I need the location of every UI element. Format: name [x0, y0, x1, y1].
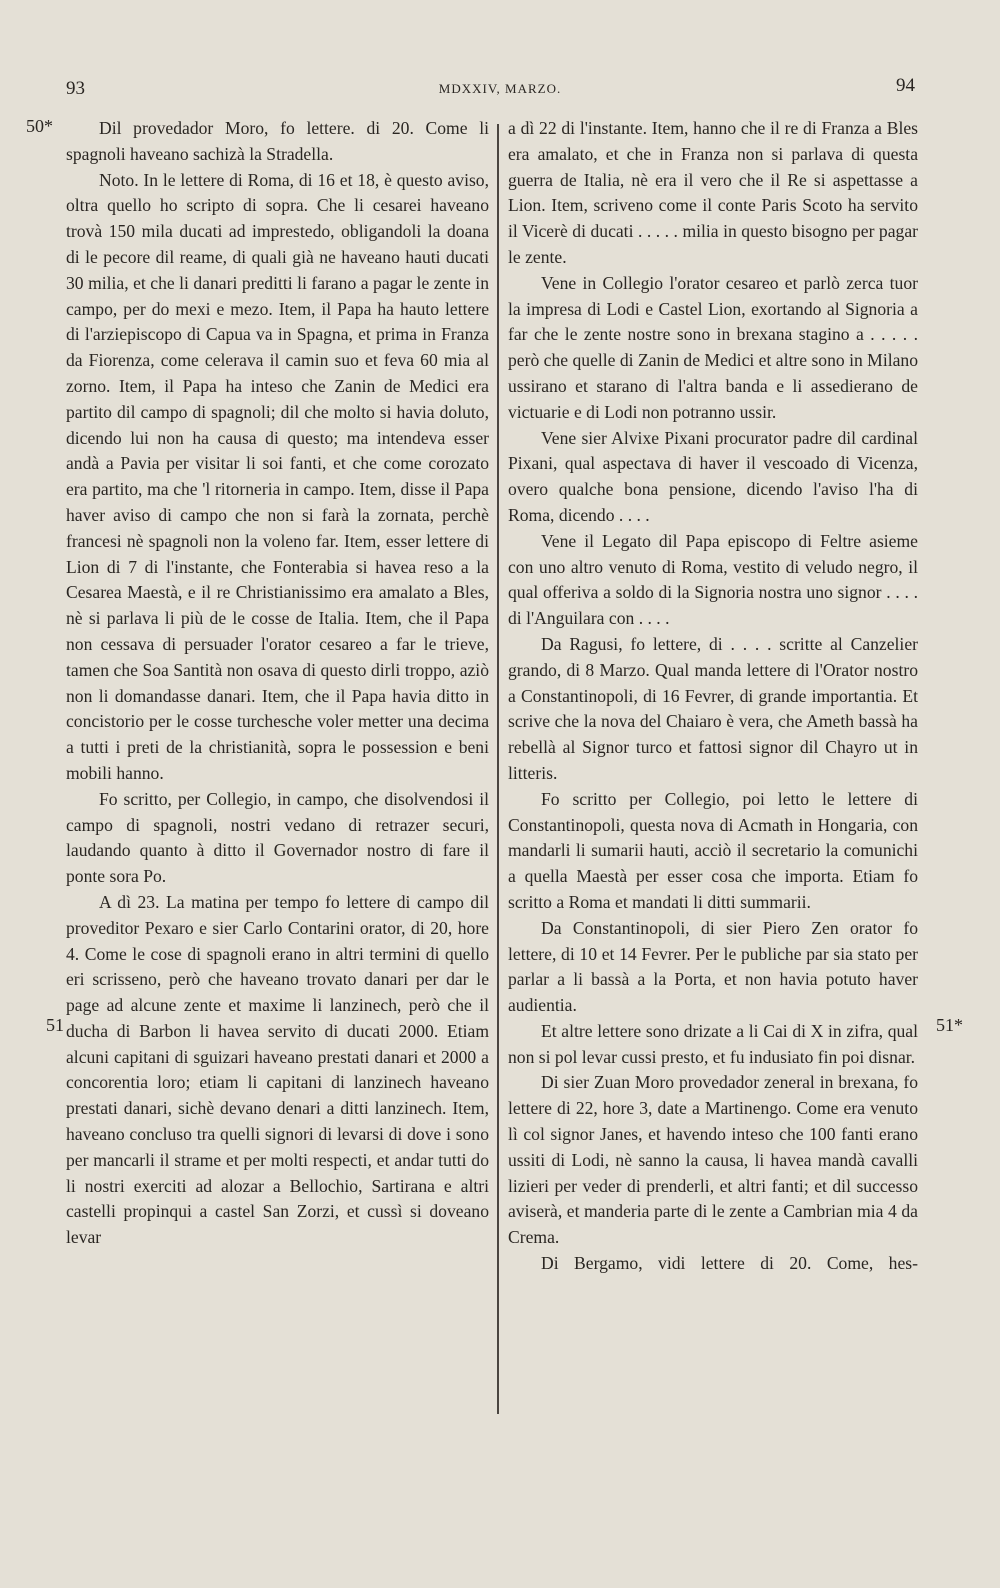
page-number-left: 93 [66, 78, 85, 99]
paragraph: Et altre lettere sono drizate a li Cai di X in zifra, qual non si pol levar cussi presto, et fu indusiato fin poi disnar. [508, 1020, 918, 1067]
running-header [0, 75, 1000, 108]
right-column [508, 116, 918, 1277]
paragraph: Vene il Legato dil Papa episcopo di Feltre asieme con uno altro venuto di Roma, vestito di veludo negro, il qual offeriva a soldo di la Signoria nostra uno signor . . . . di l'Anguilara con . . . . [508, 530, 918, 629]
paragraph: Vene in Collegio l'orator cesareo et parlò zerca tuor la impresa di Lodi e Castel Lion, exortando al Signoria a far che le zente nostre sono in brexana stagino a . . . . . però che quelle di Zanin de Medici et altre sono in Milano ussirano et starano di l'altra banda e li assedierano de victuarie e di Lodi non potranno ussir. [508, 272, 918, 422]
paragraph: a dì 22 di l'instante. Item, hanno che il re di Franza a Bles era amalato, et che in Franza non si parlava di questa guerra de Italia, nè era il vero che il Re si aspettasse a Lion. Item, scriveno come il conte Paris Scoto ha servito il Vicerè di ducati . . . . . milia in questo bisogno per pagar le zente. [508, 118, 918, 267]
paragraph: Da Constantinopoli, di sier Piero Zen orator fo lettere, di 10 et 14 Fevrer. Per le publiche par sia stato per parlar a li bassà a la Porta, et non havia potuto haver audientia. [508, 917, 918, 1016]
running-title: MDXXIV, MARZO. [438, 81, 562, 96]
column-divider [497, 124, 499, 1414]
margin-number: 50* [26, 116, 53, 136]
paragraph: A dì 23. La matina per tempo fo lettere di campo dil proveditor Pexaro e sier Carlo Contarini orator, di 20, hore 4. Come le cose di spagnoli erano in altri termini di quello eri scrisseno, però che haveano trovato danari per dar le page ad alcune zente et maxime li lanzinech, però che il ducha di Barbon li havea servito di ducati 2000. Etiam alcuni capitani di sguizari haveano prestati danari et 2000 a concorentia loro; etiam li capitani di lanzinech haveano prestati danari, sichè devano denari a ditti lanzinech. Item, haveano concluso tra quelli signori di levarsi di dove i sono per mancarli il strame et per molti respecti, et andar tutti do li nostri exerciti ad alozar a Bellochio, Sartirana e altri castelli propinqui a castel San Zorzi, et cussì si doveano levar [66, 891, 489, 1248]
left-column [66, 116, 489, 1251]
margin-number: 51* [936, 1015, 963, 1035]
paragraph: Noto. In le lettere di Roma, di 16 et 18, è questo aviso, oltra quello ho scripto di sopra. Che li cesarei haveano trovà 150 mila ducati ad imprestedo, obligandoli la doana di le pecore dil reame, di quali già ne haveano hauti ducati 30 milia, et che li danari preditti li farano a pagar le zente in campo, per do mexi e mezo. Item, il Papa ha hauto lettere di l'arziepiscopo di Capua va in Spagna, et prima in Franza da Fiorenza, come celerava il camin suo et feva 60 mia al zorno. Item, il Papa ha inteso che Zanin de Medici era partito dil campo di spagnoli; dil che molto si havia doluto, dicendo lui non ha causa di questo; ma intendeva esser andà a Pavia per visitar li soi fanti, et che come corozato era partito, ma che 'l ritorneria in campo. Item, disse il Papa haver aviso di campo che non si farà la zornata, perchè francesi nè spagnoli non la voleno far. Item, esser lettere di Lion di 7 di l'instante, che Fonterabia si havea reso a la Cesarea Maestà, e il re Christianissimo era amalato a Bles, nè si parlava li più de le cosse de Italia. Item, che il Papa non cessava di persuader l'orator cesareo a far le trieve, tamen che Soa Santità non osava di questo dirli troppo, aziò non li domandasse danari. Item, che il Papa havia ditto in concistorio per le cosse turchesche voler metter una decima a tutti i preti de la christianità, sopra le possession e beni mobili hanno. [66, 169, 489, 783]
page-number-right: 94 [896, 75, 915, 96]
paragraph: Vene sier Alvixe Pixani procurator padre dil cardinal Pixani, qual aspectava di haver il vescoado di Vicenza, overo qualche bona pensione, dicendo l'aviso l'ha di Roma, dicendo . . . . [508, 427, 918, 525]
paragraph: Da Ragusi, fo lettere, di . . . . scritte al Canzelier grando, di 8 Marzo. Qual manda lettere di l'Orator nostro a Constantinopoli, di 16 Fevrer, di grande importantia. Et scrive che la nova del Chaiaro è vera, che Ameth bassà ha rebellà al Signor turco et fattosi signor dil Chayro ut in litteris. [508, 633, 918, 783]
paragraph: Dil provedador Moro, fo lettere. di 20. Come li spagnoli haveano sachizà la Stradella. [66, 118, 489, 164]
paragraph: Di Bergamo, vidi lettere di 20. Come, hes- [541, 1253, 918, 1274]
margin-number: 51 [46, 1015, 64, 1035]
paragraph: Di sier Zuan Moro provedador zeneral in brexana, fo lettere di 22, hore 3, date a Martinengo. Come era venuto lì col signor Janes, et havendo inteso che 100 fanti erano ussiti di Lodi, nè sanno la causa, li havea mandà cavalli lizieri per veder di prenderli, et altri fanti; et dil successo aviserà, et manderia parte di le zente a Cambrian mia 4 da Crema. [508, 1072, 918, 1248]
paragraph: Fo scritto, per Collegio, in campo, che disolvendosi il campo di spagnoli, nostri vedano di retrazer securi, laudando quanto à ditto il Governador nostro di fare il ponte sora Po. [66, 788, 489, 887]
paragraph: Fo scritto per Collegio, poi letto le lettere di Constantinopoli, questa nova di Acmath in Hongaria, con mandarli li sumarii hauti, acciò il secretario la comunichi a quella Maestà per esser cosa che importa. Etiam fo scritto a Roma et mandati li ditti summarii. [508, 788, 918, 912]
